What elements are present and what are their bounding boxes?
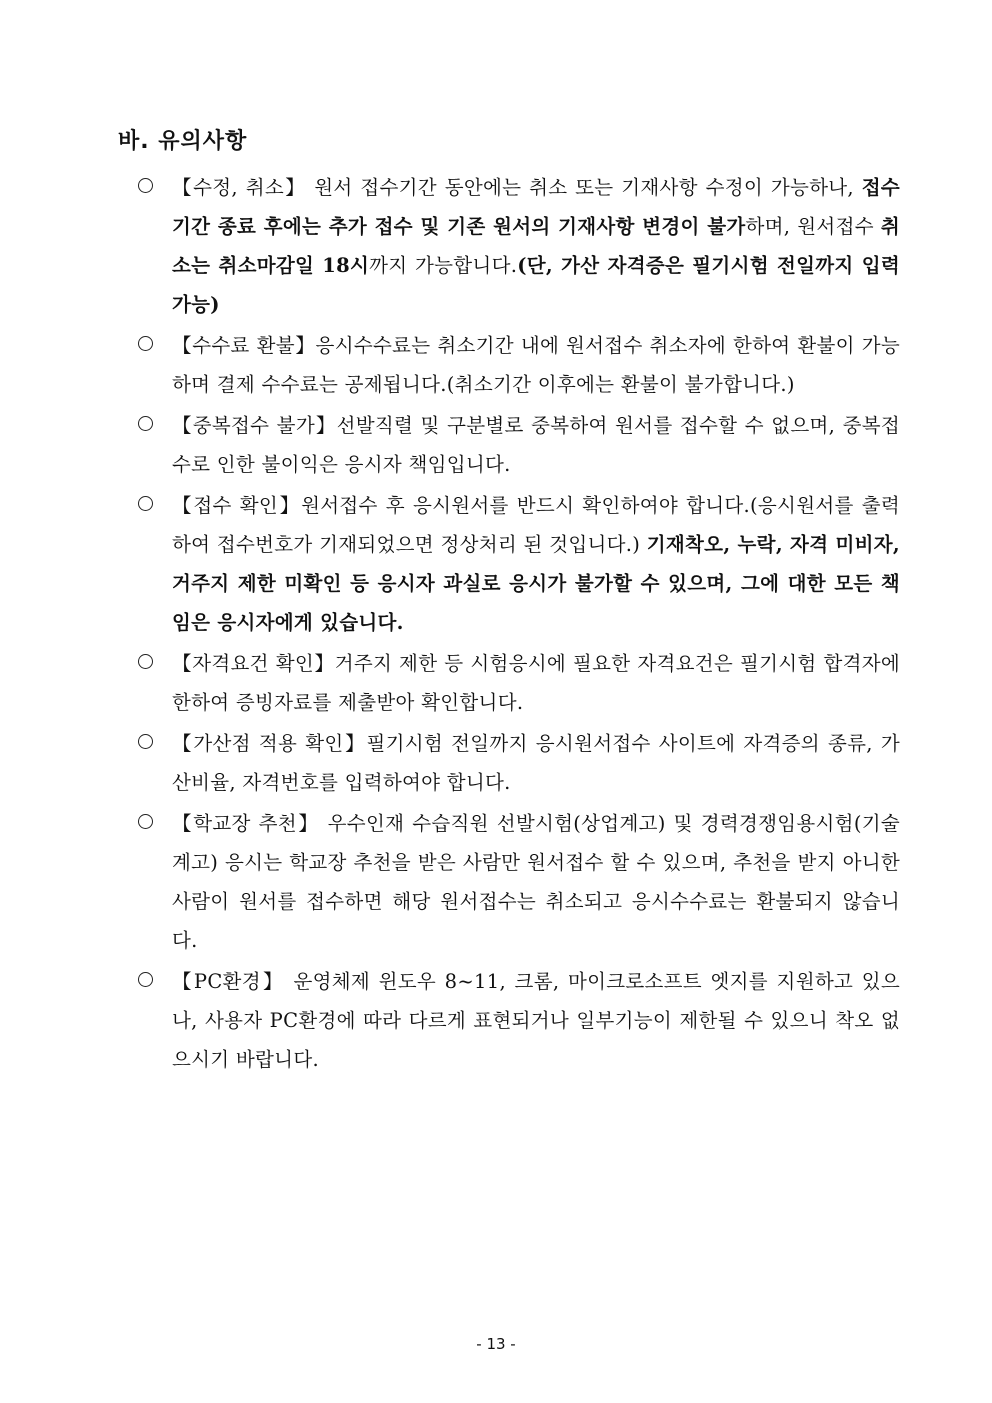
circle-bullet-icon bbox=[138, 496, 153, 511]
text-segment: 【접수 확인】원서접수 후 응시원서를 반드시 확인하여야 합니다.(응시원서를 출력하여 접수번호가 기재되었으면 정상처리 된 것입니다.) bbox=[172, 494, 900, 556]
circle-bullet-icon bbox=[138, 178, 153, 193]
notice-item bbox=[134, 804, 900, 960]
emphasized-text: (단, 가산 자격증은 필기시험 전일까지 입력 가능) bbox=[172, 254, 900, 316]
text-segment: 하며, 원서접수 bbox=[745, 215, 881, 238]
notice-item bbox=[134, 406, 900, 484]
notice-item bbox=[134, 644, 900, 722]
text-segment: 【PC환경】 운영체제 윈도우 8~11, 크롬, 마이크로소프트 엣지를 지원하고 있으나, 사용자 PC환경에 따라 다르게 표현되거나 일부기능이 제한될 수 있으니 착오 없으시기 바랍니다. bbox=[172, 970, 900, 1071]
notice-item bbox=[134, 326, 900, 404]
notice-text bbox=[172, 326, 900, 404]
text-segment: 【수수료 환불】응시수수료는 취소기간 내에 원서접수 취소자에 한하여 환불이 가능하며 결제 수수료는 공제됩니다.(취소기간 이후에는 환불이 불가합니다.) bbox=[172, 334, 900, 396]
emphasized-text: 취소는 취소마감일 18시 bbox=[172, 215, 900, 277]
circle-bullet-icon bbox=[138, 654, 153, 669]
circle-bullet-icon bbox=[138, 734, 153, 749]
notice-text bbox=[172, 804, 900, 960]
text-segment: 【수정, 취소】 원서 접수기간 동안에는 취소 또는 기재사항 수정이 가능하나, bbox=[172, 176, 862, 199]
notice-item bbox=[134, 962, 900, 1079]
notice-text bbox=[172, 406, 900, 484]
text-segment: 까지 가능합니다. bbox=[369, 254, 518, 277]
text-segment: 【중복접수 불가】선발직렬 및 구분별로 중복하여 원서를 접수할 수 없으며, 중복접수로 인한 불이익은 응시자 책임입니다. bbox=[172, 414, 900, 476]
notice-text bbox=[172, 724, 900, 802]
notice-item bbox=[134, 168, 900, 324]
circle-bullet-icon bbox=[138, 972, 153, 987]
circle-bullet-icon bbox=[138, 416, 153, 431]
notice-text bbox=[172, 168, 900, 324]
text-segment: 【학교장 추천】 우수인재 수습직원 선발시험(상업계고) 및 경력경쟁임용시험(기술계고) 응시는 학교장 추천을 받은 사람만 원서접수 할 수 있으며, 추천을 받지 아니한 사람이 원서를 접수하면 해당 원서접수는 취소되고 응시수수료는 환불되지 않습니다. bbox=[172, 812, 900, 952]
notice-item bbox=[134, 724, 900, 802]
text-segment: 【자격요건 확인】거주지 제한 등 시험응시에 필요한 자격요건은 필기시험 합격자에 한하여 증빙자료를 제출받아 확인합니다. bbox=[172, 652, 900, 714]
page-number: - 13 - bbox=[476, 1335, 516, 1353]
text-segment: 【가산점 적용 확인】필기시험 전일까지 응시원서접수 사이트에 자격증의 종류, 가산비율, 자격번호를 입력하여야 합니다. bbox=[172, 732, 900, 794]
circle-bullet-icon bbox=[138, 814, 153, 829]
notice-list bbox=[134, 168, 900, 1081]
section-title: 바. 유의사항 bbox=[118, 129, 248, 154]
emphasized-text: 접수기간 종료 후에는 추가 접수 및 기존 원서의 기재사항 변경이 불가 bbox=[172, 176, 900, 238]
notice-text bbox=[172, 486, 900, 642]
circle-bullet-icon bbox=[138, 336, 153, 351]
notice-text bbox=[172, 962, 900, 1079]
emphasized-text: 기재착오, 누락, 자격 미비자, 거주지 제한 미확인 등 응시자 과실로 응시가 불가할 수 있으며, 그에 대한 모든 책임은 응시자에게 있습니다. bbox=[172, 533, 900, 634]
notice-item bbox=[134, 486, 900, 642]
notice-text bbox=[172, 644, 900, 722]
